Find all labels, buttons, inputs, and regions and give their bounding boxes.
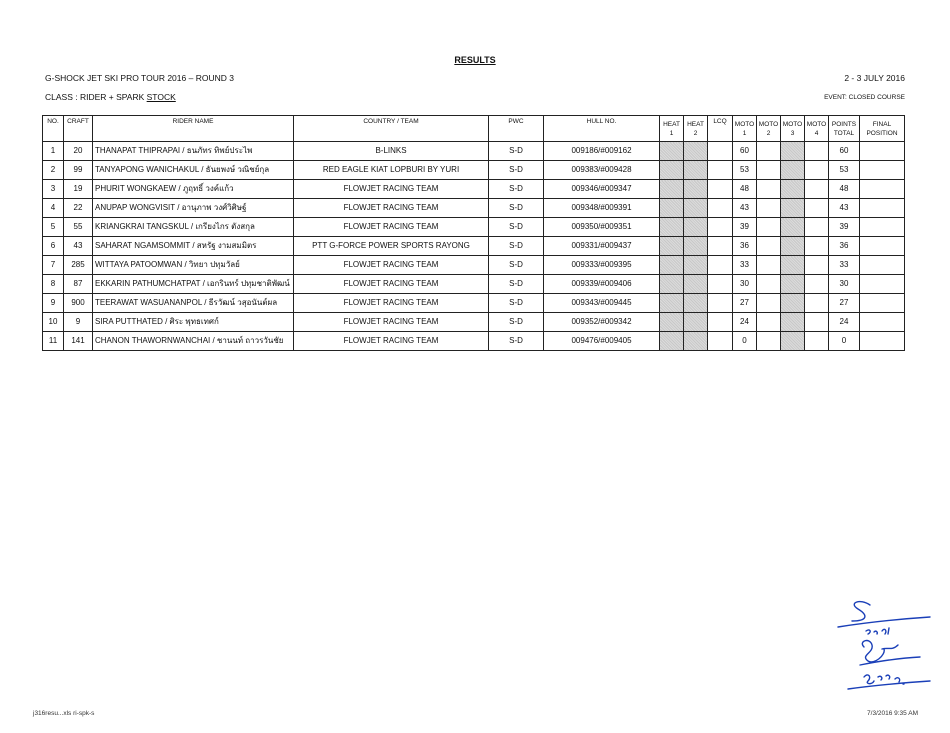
- cell-heat-2: [684, 275, 708, 294]
- cell-lcq: [708, 313, 733, 332]
- cell-moto-2: [757, 313, 781, 332]
- cell-rider: EKKARIN PATHUMCHATPAT / เอกรินทร์ ปทุมชาติพัฒน์: [93, 275, 294, 294]
- table-row: [43, 199, 905, 218]
- cell-lcq: [708, 256, 733, 275]
- cell-team: FLOWJET RACING TEAM: [294, 313, 489, 332]
- event-name: G-SHOCK JET SKI PRO TOUR 2016 – ROUND 3: [45, 73, 234, 83]
- cell-hull: 009331/#009437: [544, 237, 660, 256]
- cell-total: 39: [829, 218, 860, 237]
- class-prefix: CLASS : RIDER + SPARK: [45, 92, 147, 102]
- header-no: NO.: [43, 116, 64, 142]
- header-moto-3: 3: [781, 128, 805, 142]
- cell-moto-2: [757, 294, 781, 313]
- cell-team: RED EAGLE KIAT LOPBURI BY YURI: [294, 161, 489, 180]
- cell-heat-2: [684, 142, 708, 161]
- header-row-top: [43, 116, 905, 129]
- cell-moto-1: 39: [733, 218, 757, 237]
- cell-team: FLOWJET RACING TEAM: [294, 199, 489, 218]
- cell-heat-1: [660, 199, 684, 218]
- cell-moto-4: [805, 294, 829, 313]
- cell-moto-4: [805, 332, 829, 351]
- cell-moto-2: [757, 332, 781, 351]
- cell-no: 11: [43, 332, 64, 351]
- cell-moto-1: 33: [733, 256, 757, 275]
- cell-moto-1: 53: [733, 161, 757, 180]
- header-country-team: COUNTRY / TEAM: [294, 116, 489, 142]
- cell-heat-2: [684, 256, 708, 275]
- header-pwc: PWC: [489, 116, 544, 142]
- header-moto-2: 2: [757, 128, 781, 142]
- cell-moto-2: [757, 256, 781, 275]
- cell-heat-2: [684, 218, 708, 237]
- cell-heat-1: [660, 275, 684, 294]
- cell-pwc: S-D: [489, 256, 544, 275]
- cell-moto-4: [805, 256, 829, 275]
- cell-rider: ANUPAP WONGVISIT / อานุภาพ วงศ์วิศิษฐ์: [93, 199, 294, 218]
- cell-total: 0: [829, 332, 860, 351]
- cell-lcq: [708, 180, 733, 199]
- header-moto: MOTO: [757, 116, 781, 129]
- table-row: [43, 275, 905, 294]
- table-row: [43, 313, 905, 332]
- cell-rider: WITTAYA PATOOMWAN / วิทยา ปทุมวัลย์: [93, 256, 294, 275]
- cell-moto-3: [781, 313, 805, 332]
- cell-heat-1: [660, 161, 684, 180]
- cell-moto-3: [781, 332, 805, 351]
- cell-rider: KRIANGKRAI TANGSKUL / เกรียงไกร ตังสกุล: [93, 218, 294, 237]
- cell-final-position: [860, 161, 905, 180]
- cell-final-position: [860, 332, 905, 351]
- cell-pwc: S-D: [489, 199, 544, 218]
- results-table: [42, 115, 905, 351]
- cell-moto-1: 36: [733, 237, 757, 256]
- cell-heat-1: [660, 142, 684, 161]
- footer-timestamp: 7/3/2016 9:35 AM: [867, 710, 918, 717]
- cell-hull: 009348/#009391: [544, 199, 660, 218]
- cell-lcq: [708, 161, 733, 180]
- table-row: [43, 142, 905, 161]
- cell-hull: 009343/#009445: [544, 294, 660, 313]
- cell-moto-4: [805, 180, 829, 199]
- cell-total: 27: [829, 294, 860, 313]
- cell-craft: 20: [64, 142, 93, 161]
- cell-final-position: [860, 275, 905, 294]
- cell-rider: TANYAPONG WANICHAKUL / ธันยพงษ์ วณิชย์กุล: [93, 161, 294, 180]
- cell-moto-1: 0: [733, 332, 757, 351]
- cell-pwc: S-D: [489, 180, 544, 199]
- cell-heat-1: [660, 294, 684, 313]
- cell-hull: 009339/#009406: [544, 275, 660, 294]
- cell-moto-3: [781, 161, 805, 180]
- cell-heat-2: [684, 237, 708, 256]
- cell-hull: 009333/#009395: [544, 256, 660, 275]
- cell-team: FLOWJET RACING TEAM: [294, 180, 489, 199]
- cell-hull: 009186/#009162: [544, 142, 660, 161]
- cell-final-position: [860, 180, 905, 199]
- cell-pwc: S-D: [489, 332, 544, 351]
- header-heat: HEAT: [684, 116, 708, 129]
- cell-heat-1: [660, 218, 684, 237]
- cell-moto-4: [805, 218, 829, 237]
- cell-no: 7: [43, 256, 64, 275]
- cell-pwc: S-D: [489, 275, 544, 294]
- course-type: EVENT: CLOSED COURSE: [824, 94, 905, 101]
- cell-team: FLOWJET RACING TEAM: [294, 275, 489, 294]
- cell-rider: SIRA PUTTHATED / ศิระ พุทธเทศก์: [93, 313, 294, 332]
- handwritten-signature: [830, 595, 940, 695]
- cell-team: FLOWJET RACING TEAM: [294, 256, 489, 275]
- cell-no: 8: [43, 275, 64, 294]
- cell-lcq: [708, 142, 733, 161]
- cell-total: 53: [829, 161, 860, 180]
- cell-heat-1: [660, 313, 684, 332]
- cell-no: 3: [43, 180, 64, 199]
- cell-lcq: [708, 218, 733, 237]
- cell-lcq: [708, 275, 733, 294]
- cell-moto-1: 48: [733, 180, 757, 199]
- cell-craft: 55: [64, 218, 93, 237]
- cell-pwc: S-D: [489, 313, 544, 332]
- cell-no: 10: [43, 313, 64, 332]
- cell-team: PTT G-FORCE POWER SPORTS RAYONG: [294, 237, 489, 256]
- cell-no: 1: [43, 142, 64, 161]
- cell-team: FLOWJET RACING TEAM: [294, 218, 489, 237]
- cell-moto-4: [805, 199, 829, 218]
- cell-moto-1: 27: [733, 294, 757, 313]
- cell-heat-2: [684, 294, 708, 313]
- page-title: RESULTS: [454, 55, 496, 65]
- cell-rider: PHURIT WONGKAEW / ภูฤทธิ์ วงค์แก้ว: [93, 180, 294, 199]
- cell-moto-3: [781, 237, 805, 256]
- cell-craft: 19: [64, 180, 93, 199]
- cell-team: FLOWJET RACING TEAM: [294, 294, 489, 313]
- table-row: [43, 332, 905, 351]
- header-heat: HEAT: [660, 116, 684, 129]
- cell-craft: 43: [64, 237, 93, 256]
- cell-rider: CHANON THAWORNWANCHAI / ชานนท์ ถาวรวันชัย: [93, 332, 294, 351]
- cell-pwc: S-D: [489, 142, 544, 161]
- cell-final-position: [860, 218, 905, 237]
- header-moto-4: 4: [805, 128, 829, 142]
- header-heat-2: 2: [684, 128, 708, 142]
- cell-final-position: [860, 142, 905, 161]
- cell-moto-3: [781, 218, 805, 237]
- cell-no: 5: [43, 218, 64, 237]
- cell-moto-4: [805, 275, 829, 294]
- cell-moto-1: 43: [733, 199, 757, 218]
- table-row: [43, 294, 905, 313]
- cell-no: 2: [43, 161, 64, 180]
- header-rider-name: RIDER NAME: [93, 116, 294, 142]
- cell-craft: 99: [64, 161, 93, 180]
- cell-moto-2: [757, 161, 781, 180]
- cell-moto-3: [781, 142, 805, 161]
- cell-moto-4: [805, 237, 829, 256]
- cell-moto-2: [757, 199, 781, 218]
- cell-hull: 009346/#009347: [544, 180, 660, 199]
- cell-total: 36: [829, 237, 860, 256]
- cell-total: 30: [829, 275, 860, 294]
- cell-rider: THANAPAT THIPRAPAI / ธนภัทร ทิพย์ประไพ: [93, 142, 294, 161]
- cell-final-position: [860, 313, 905, 332]
- cell-moto-2: [757, 237, 781, 256]
- table-row: [43, 256, 905, 275]
- cell-heat-2: [684, 180, 708, 199]
- cell-total: 43: [829, 199, 860, 218]
- cell-moto-3: [781, 256, 805, 275]
- cell-final-position: [860, 294, 905, 313]
- header-total: TOTAL: [829, 128, 860, 142]
- cell-heat-1: [660, 332, 684, 351]
- cell-craft: 285: [64, 256, 93, 275]
- header-moto-1: 1: [733, 128, 757, 142]
- cell-heat-2: [684, 199, 708, 218]
- cell-lcq: [708, 237, 733, 256]
- cell-rider: TEERAWAT WASUANANPOL / ธีรวัฒน์ วสุอนันต์ผล: [93, 294, 294, 313]
- header-craft: CRAFT: [64, 116, 93, 142]
- header-final: FINAL: [860, 116, 905, 129]
- table-row: [43, 161, 905, 180]
- header-lcq: LCQ: [708, 116, 733, 142]
- cell-moto-2: [757, 180, 781, 199]
- event-date: 2 - 3 JULY 2016: [844, 73, 905, 83]
- header-moto: MOTO: [733, 116, 757, 129]
- table-row: [43, 218, 905, 237]
- cell-craft: 9: [64, 313, 93, 332]
- header-heat-1: 1: [660, 128, 684, 142]
- cell-heat-2: [684, 313, 708, 332]
- cell-moto-1: 60: [733, 142, 757, 161]
- cell-craft: 141: [64, 332, 93, 351]
- cell-moto-2: [757, 275, 781, 294]
- table-row: [43, 237, 905, 256]
- cell-hull: 009383/#009428: [544, 161, 660, 180]
- class-emphasis: STOCK: [146, 92, 176, 102]
- cell-pwc: S-D: [489, 161, 544, 180]
- cell-total: 60: [829, 142, 860, 161]
- cell-lcq: [708, 294, 733, 313]
- cell-moto-3: [781, 180, 805, 199]
- cell-craft: 900: [64, 294, 93, 313]
- cell-pwc: S-D: [489, 218, 544, 237]
- cell-moto-3: [781, 275, 805, 294]
- cell-moto-3: [781, 199, 805, 218]
- cell-no: 6: [43, 237, 64, 256]
- cell-heat-1: [660, 180, 684, 199]
- cell-craft: 87: [64, 275, 93, 294]
- cell-moto-1: 24: [733, 313, 757, 332]
- cell-heat-2: [684, 161, 708, 180]
- cell-moto-3: [781, 294, 805, 313]
- cell-total: 33: [829, 256, 860, 275]
- table-row: [43, 180, 905, 199]
- cell-team: FLOWJET RACING TEAM: [294, 332, 489, 351]
- cell-total: 24: [829, 313, 860, 332]
- cell-craft: 22: [64, 199, 93, 218]
- cell-hull: 009476/#009405: [544, 332, 660, 351]
- cell-moto-2: [757, 218, 781, 237]
- cell-final-position: [860, 256, 905, 275]
- cell-pwc: S-D: [489, 294, 544, 313]
- cell-total: 48: [829, 180, 860, 199]
- header-hull-no: HULL NO.: [544, 116, 660, 142]
- cell-rider: SAHARAT NGAMSOMMIT / สหรัฐ งามสมมิตร: [93, 237, 294, 256]
- cell-moto-4: [805, 161, 829, 180]
- cell-final-position: [860, 199, 905, 218]
- cell-moto-4: [805, 313, 829, 332]
- cell-lcq: [708, 199, 733, 218]
- class-line: [45, 92, 176, 102]
- cell-heat-2: [684, 332, 708, 351]
- cell-moto-1: 30: [733, 275, 757, 294]
- footer-filename: j316resu...xls ri-spk-s: [33, 710, 95, 717]
- cell-moto-4: [805, 142, 829, 161]
- cell-heat-1: [660, 237, 684, 256]
- cell-team: B-LINKS: [294, 142, 489, 161]
- header-position: POSITION: [860, 128, 905, 142]
- cell-hull: 009350/#009351: [544, 218, 660, 237]
- cell-no: 9: [43, 294, 64, 313]
- header-points: POINTS: [829, 116, 860, 129]
- header-moto: MOTO: [781, 116, 805, 129]
- cell-no: 4: [43, 199, 64, 218]
- cell-moto-2: [757, 142, 781, 161]
- cell-pwc: S-D: [489, 237, 544, 256]
- cell-hull: 009352/#009342: [544, 313, 660, 332]
- cell-final-position: [860, 237, 905, 256]
- cell-heat-1: [660, 256, 684, 275]
- cell-lcq: [708, 332, 733, 351]
- header-moto: MOTO: [805, 116, 829, 129]
